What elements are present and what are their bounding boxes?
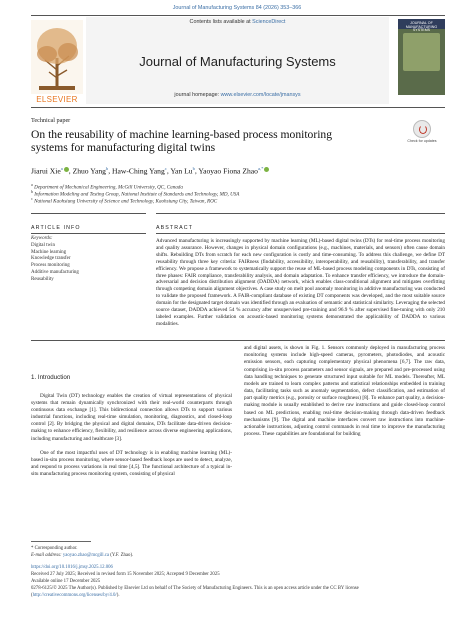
keyword: Digital twin <box>31 242 56 248</box>
keyword: Additive manufacturing <box>31 269 79 275</box>
homepage-link[interactable]: www.elsevier.com/locate/jmansys <box>220 92 301 98</box>
journal-reference[interactable]: Journal of Manufacturing Systems 84 (2026) 353–366 <box>172 5 302 11</box>
keyword: Machine learning <box>31 249 67 255</box>
abstract-text: Advanced manufacturing is increasingly supported by machine learning (ML)-based digital twins (DTs) for real-time process monitoring and quality assurance. However, changes in physical domain configurations (e.g., machines, materials, and sensors) often cause domain shifts. Rebuilding DTs from scratch for each new configuration is costly and time-consuming. To address this challenge, we define DT reusability through three key criteria: FAIRness (findability, accessibility, interoperability, and reusability), transferability, and transfer efficiency. We propose a framework to systematically support the reuse of ML-based process modeling components in DTs, consisting of three phases: FAIR compliance, transferability analysis, and domain adaptation. To enhance transfer efficiency, we introduce the domain-adversarial and decision distribution alignment (DADDA) network, which enables class-conditional alignment and mitigates overfitting through competing domain alignment objectives. A case study on melt pool anomaly monitoring in additive manufacturing was conducted to validate the proposed framework. A FAIR-compliant database of existing DT components was developed, and the most suitable source domain for the designated target domain was identified through an evaluation of semantic and statistical similarity. Leveraging the selected source dataset, DADDA achieved 54 % accuracy after unsupervised pre-training and 96.9 % after supervised fine-tuning with only 210 labeled examples. Further validation on acoustic-based monitoring systems demonstrated the applicability of DADDA to various modalities. <box>156 238 445 327</box>
abstract-rule <box>156 233 445 234</box>
online-date: Available online 17 December 2025 <box>31 578 101 584</box>
sciencedirect-link[interactable]: ScienceDirect <box>252 19 286 25</box>
journal-homepage-line <box>86 92 389 98</box>
orcid-icon[interactable] <box>264 167 269 172</box>
elsevier-tree-logo <box>31 20 83 94</box>
article-type: Technical paper <box>31 117 71 124</box>
updates-label: Check for updates <box>407 139 437 143</box>
publisher-name: ELSEVIER <box>36 95 78 104</box>
info-top-rule <box>31 213 146 214</box>
section-heading-introduction: 1. Introduction <box>31 374 71 381</box>
article-info-heading: ARTICLE INFO <box>31 225 81 231</box>
keyword: Reusability <box>31 276 54 282</box>
contents-prefix: Contents lists available at <box>189 19 253 25</box>
affiliation: $^b$ Information Modeling and Testing Group, National Institute of Standards and Technology, MD, USA <box>31 189 240 198</box>
body-column-left <box>31 345 232 485</box>
affiliation: $^c$ National Kaohsiung University of Science and Technology, Kaohsiung City, Taiwan, ROC <box>31 196 218 205</box>
author-name[interactable]: Jiarui Xie <box>31 166 61 176</box>
author-name[interactable]: Yan Lu <box>170 166 193 176</box>
email-link[interactable]: yaoyao.zhao@mcgill.ca <box>62 552 110 558</box>
corresponding-author-note: * Corresponding author. <box>31 546 78 551</box>
journal-title: Journal of Manufacturing Systems <box>139 54 336 69</box>
doi-link[interactable]: https://doi.org/10.1016/j.jmsy.2025.12.006 <box>31 564 113 570</box>
affiliation: $^a$ Department of Mechanical Engineering, McGill University, QC, Canada <box>31 182 183 191</box>
body-paragraph: One of the most impactful uses of DT technology is in enabling machine learning (ML)-based in-situ process monitoring, where sensor-based feedback loops are used to detect, analyze, and respond to process variations in real time [4,5]. The functional architecture of a typical in-situ manufacturing process monitoring system, consisting of physical <box>31 449 232 478</box>
body-paragraph: Digital Twin (DT) technology enables the creation of virtual representations of physical systems that remain dynamically synchronized with their real-world counterparts through continuous data exchange [1]. This bidirectional connection allows DTs to support various industrial functions, including real-time simulation, monitoring, diagnostics, and closed-loop control [2]. By bridging the physical and digital domains, DTs facilitate data-driven decision-making to enhance efficiency, flexibility, and resilience across diverse engineering applications, including manufacturing and healthcare [3]. <box>31 392 232 442</box>
abstract-bottom-rule <box>31 340 445 341</box>
keyword: Knowledge transfer <box>31 256 71 262</box>
header-rule <box>31 107 445 108</box>
abstract-heading: ABSTRACT <box>156 225 194 231</box>
author-name[interactable]: Yaoyao Fiona Zhao <box>198 166 258 176</box>
contents-line <box>86 19 389 25</box>
author-name[interactable]: Zhuo Yang <box>72 166 106 176</box>
body-paragraph: and digital assets, is shown in Fig. 1. Sensors commonly deployed in manufacturing process monitoring systems include high-speed cameras, pyrometers, photodiodes, and acoustic emission sensors, each capturing complementary physical phenomena [6,7]. The raw data, comprising in-situ process parameters and sensor signals, are prepared and pre-processed using data handling techniques to generate structured input suitable for ML models. Thereafter, ML models are trained to learn complex patterns and statistical relationships embedded in training data, facilitating tasks such as anomaly segmentation, defect classification, and estimation of part quality metrics (e.g., porosity or surface roughness) [8]. To enhance part quality, a decision-making module is usually established to derive raw instructions and guide closed-loop control based on ML predictions, enabling real-time decision-making through data-driven feedback mechanisms [9]. The digital and machine interfaces convert raw instructions into machine-actionable instructions, adjusting control commands in real time to improve the manufacturing process. These capabilities are foundational for building <box>244 345 445 438</box>
footnotes <box>31 546 445 600</box>
top-rule <box>31 15 445 16</box>
info-rule <box>31 233 146 234</box>
copyright-notice: 0278-6125/© 2025 The Author(s). Published by Elsevier Ltd on behalf of The Society of Manufacturing Engineers. This is an open access article under the CC BY license (http://creativecommons.org/licenses/by/4.0/). <box>31 585 359 598</box>
keywords-label: Keywords: <box>31 236 53 241</box>
license-link[interactable]: http://creativecommons.org/licenses/by/4.0/ <box>32 592 117 598</box>
keywords-block <box>31 236 146 284</box>
orcid-icon[interactable] <box>64 167 69 172</box>
check-for-updates-button[interactable] <box>406 120 438 146</box>
update-badge-icon <box>413 120 431 138</box>
cover-title: JOURNAL OF MANUFACTURING SYSTEMS <box>405 21 438 33</box>
footnote-rule <box>31 541 91 542</box>
abstract-top-rule <box>156 213 445 214</box>
body-column-right <box>244 345 445 445</box>
author-name[interactable]: Haw-Ching Yang <box>112 166 165 176</box>
homepage-label: journal homepage: <box>174 92 221 98</box>
author-list: Jiarui Xie$^a$ , Zhuo Yang$^b$, Haw-Ching Yang$^c$, Yan Lu$^b$, Yaoyao Fiona Zhao$^{a,*}$ <box>31 166 445 176</box>
received-dates: Received 27 July 2025; Received in revised form 15 November 2025; Accepted 9 December 2025 <box>31 571 220 577</box>
email-line: E-mail address: yaoyao.zhao@mcgill.ca (Y.F. Zhao). <box>31 552 134 558</box>
journal-cover-image <box>398 19 445 95</box>
article-title: On the reusability of machine learning-based process monitoring systems for manufacturing digital twins <box>31 128 333 155</box>
keyword: Process monitoring <box>31 263 70 269</box>
